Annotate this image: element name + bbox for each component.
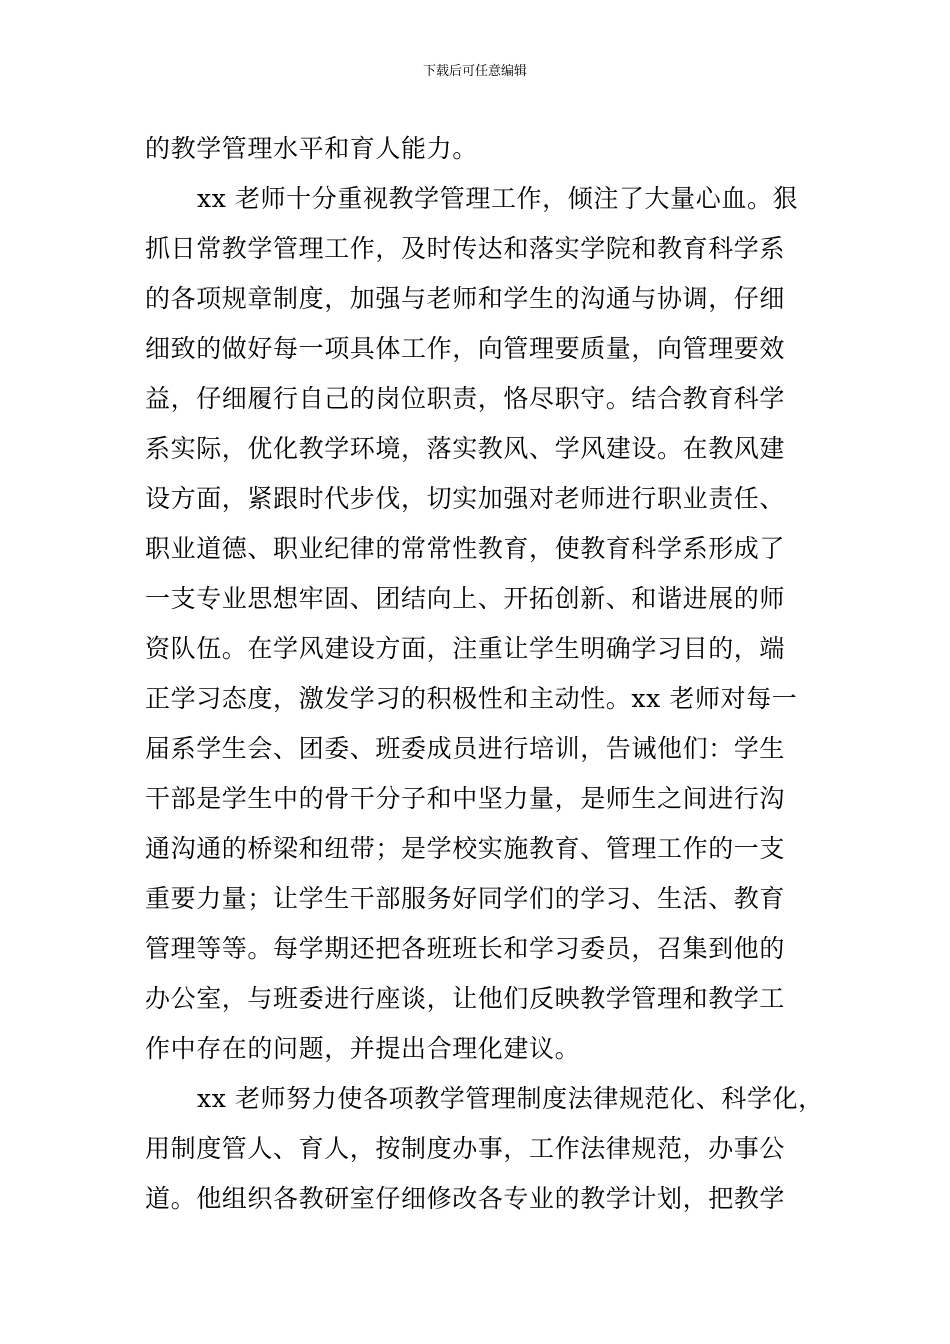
text-line: 正学习态度，激发学习的积极性和主动性。xx 老师对每一	[145, 684, 798, 713]
paragraph-first-line: xx 老师十分重视教学管理工作，倾注了大量心血。狠	[197, 184, 799, 213]
text-line: 的教学管理水平和育人能力。	[145, 134, 478, 163]
text-line: 通沟通的桥梁和纽带；是学校实施教育、管理工作的一支	[145, 834, 786, 863]
document-body	[145, 124, 824, 1224]
page-header: 下载后可任意编辑	[422, 64, 527, 79]
text-line: 细致的做好每一项具体工作，向管理要质量，向管理要效	[145, 334, 786, 363]
text-line: 届系学生会、团委、班委成员进行培训，告诫他们：学生	[145, 734, 786, 763]
text-line: 干部是学生中的骨干分子和中坚力量，是师生之间进行沟	[145, 784, 786, 813]
text-line: 办公室，与班委进行座谈，让他们反映教学管理和教学工	[145, 984, 786, 1013]
text-line: 作中存在的问题，并提出合理化建议。	[145, 1034, 581, 1063]
text-line: 一支专业思想牢固、团结向上、开拓创新、和谐进展的师	[145, 584, 786, 613]
text-line: 系实际，优化教学环境，落实教风、学风建设。在教风建	[145, 434, 786, 463]
text-line: 抓日常教学管理工作，及时传达和落实学院和教育科学系	[145, 234, 786, 263]
text-line: 道。他组织各教研室仔细修改各专业的教学计划，把教学	[145, 1184, 786, 1213]
text-line: 职业道德、职业纪律的常常性教育，使教育科学系形成了	[145, 534, 786, 563]
text-line: 益，仔细履行自己的岗位职责，恪尽职守。结合教育科学	[145, 384, 786, 413]
text-line: 设方面，紧跟时代步伐，切实加强对老师进行职业责任、	[145, 484, 786, 513]
text-line: 重要力量；让学生干部服务好同学们的学习、生活、教育	[145, 884, 786, 913]
text-line: 资队伍。在学风建设方面，注重让学生明确学习目的，端	[145, 634, 786, 663]
text-line: 用制度管人、育人，按制度办事，工作法律规范，办事公	[145, 1134, 786, 1163]
paragraph-first-line: xx 老师努力使各项教学管理制度法律规范化、科学化，	[197, 1084, 824, 1113]
text-line: 的各项规章制度，加强与老师和学生的沟通与协调，仔细	[145, 284, 786, 313]
text-line: 管理等等。每学期还把各班班长和学习委员，召集到他的	[145, 934, 786, 963]
